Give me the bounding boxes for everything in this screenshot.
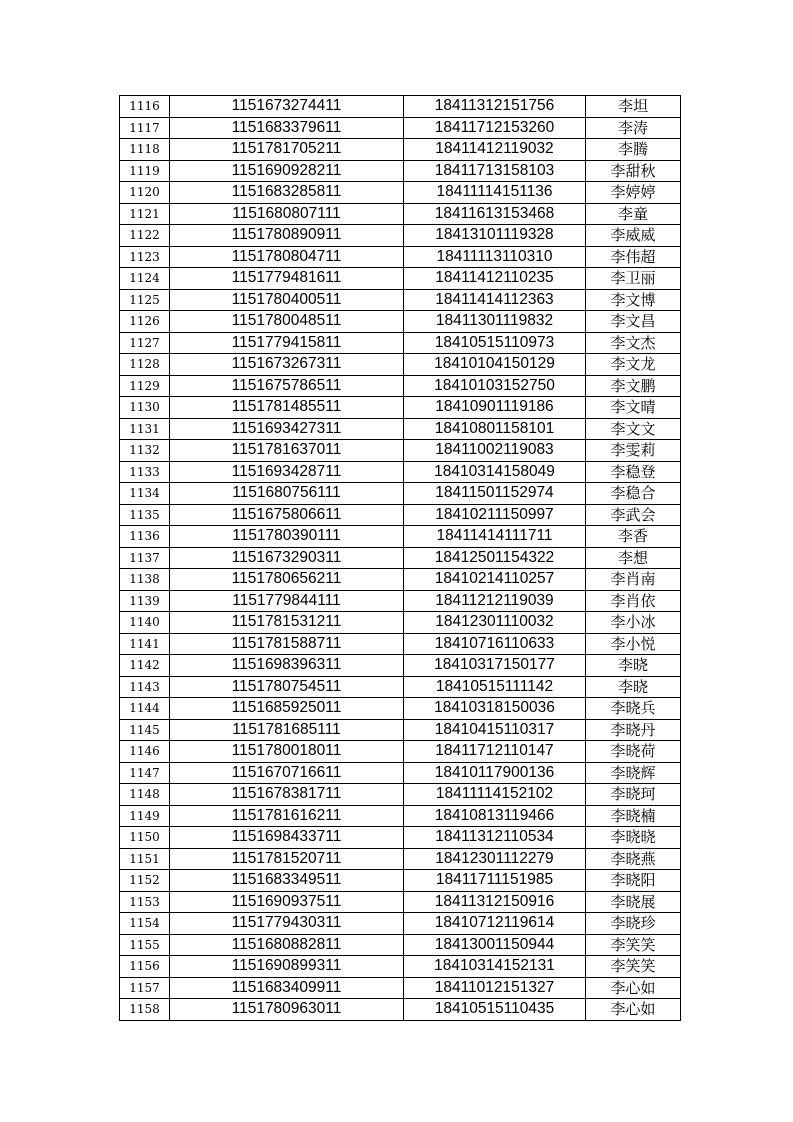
student-name-cell: 李文昌 [586, 311, 681, 333]
registration-number-cell: 18411501152974 [404, 483, 586, 505]
row-number-cell: 1142 [120, 655, 170, 677]
exam-number-cell: 1151670716611 [170, 762, 404, 784]
student-name-cell: 李坦 [586, 96, 681, 118]
exam-number-cell: 1151781531211 [170, 612, 404, 634]
exam-number-cell: 1151779481611 [170, 268, 404, 290]
row-number-cell: 1125 [120, 289, 170, 311]
table-row [120, 461, 681, 483]
table-row [120, 741, 681, 763]
registration-number-cell: 18411002119083 [404, 440, 586, 462]
exam-number-cell: 1151779430311 [170, 913, 404, 935]
registration-number-cell: 18410317150177 [404, 655, 586, 677]
exam-number-cell: 1151690937511 [170, 891, 404, 913]
registration-number-cell: 18410901119186 [404, 397, 586, 419]
student-name-cell: 李想 [586, 547, 681, 569]
student-name-cell: 李晓辉 [586, 762, 681, 784]
student-name-cell: 李晓晓 [586, 827, 681, 849]
row-number-cell: 1132 [120, 440, 170, 462]
table-row [120, 719, 681, 741]
registration-number-cell: 18410712119614 [404, 913, 586, 935]
table-row [120, 977, 681, 999]
registration-number-cell: 18410211150997 [404, 504, 586, 526]
exam-number-cell: 1151781685111 [170, 719, 404, 741]
table-row [120, 225, 681, 247]
table-row [120, 676, 681, 698]
table-row [120, 547, 681, 569]
table-row [120, 805, 681, 827]
table-row [120, 375, 681, 397]
exam-number-cell: 1151680882811 [170, 934, 404, 956]
exam-number-cell: 1151781520711 [170, 848, 404, 870]
exam-number-cell: 1151678381711 [170, 784, 404, 806]
registration-number-cell: 18411312110534 [404, 827, 586, 849]
table-row [120, 612, 681, 634]
registration-number-cell: 18411113110310 [404, 246, 586, 268]
exam-number-cell: 1151780400511 [170, 289, 404, 311]
table-row [120, 848, 681, 870]
table-row [120, 891, 681, 913]
registration-number-cell: 18411712153260 [404, 117, 586, 139]
exam-number-cell: 1151781705211 [170, 139, 404, 161]
row-number-cell: 1126 [120, 311, 170, 333]
row-number-cell: 1135 [120, 504, 170, 526]
table-row [120, 289, 681, 311]
student-name-cell: 李笑笑 [586, 934, 681, 956]
registration-number-cell: 18410515111142 [404, 676, 586, 698]
registration-number-cell: 18411312151756 [404, 96, 586, 118]
student-name-cell: 李雯莉 [586, 440, 681, 462]
registration-number-cell: 18411613153468 [404, 203, 586, 225]
row-number-cell: 1144 [120, 698, 170, 720]
student-name-cell: 李晓展 [586, 891, 681, 913]
registration-number-cell: 18410214110257 [404, 569, 586, 591]
row-number-cell: 1118 [120, 139, 170, 161]
row-number-cell: 1138 [120, 569, 170, 591]
row-number-cell: 1139 [120, 590, 170, 612]
row-number-cell: 1155 [120, 934, 170, 956]
registration-number-cell: 18410813119466 [404, 805, 586, 827]
exam-number-cell: 1151780963011 [170, 999, 404, 1021]
student-name-cell: 李香 [586, 526, 681, 548]
registration-number-cell: 18411212119039 [404, 590, 586, 612]
registration-number-cell: 18410515110435 [404, 999, 586, 1021]
exam-number-cell: 1151690928211 [170, 160, 404, 182]
row-number-cell: 1131 [120, 418, 170, 440]
table-row [120, 96, 681, 118]
table-row [120, 354, 681, 376]
registration-number-cell: 18411312150916 [404, 891, 586, 913]
table-row [120, 870, 681, 892]
exam-number-cell: 1151673290311 [170, 547, 404, 569]
student-name-cell: 李晓丹 [586, 719, 681, 741]
row-number-cell: 1121 [120, 203, 170, 225]
exam-number-cell: 1151780048511 [170, 311, 404, 333]
student-name-cell: 李晓兵 [586, 698, 681, 720]
exam-number-cell: 1151693427311 [170, 418, 404, 440]
table-row [120, 762, 681, 784]
roster-table-body [120, 96, 681, 1021]
table-row [120, 440, 681, 462]
table-row [120, 784, 681, 806]
exam-number-cell: 1151685925011 [170, 698, 404, 720]
student-name-cell: 李心如 [586, 977, 681, 999]
student-name-cell: 李涛 [586, 117, 681, 139]
student-name-cell: 李武会 [586, 504, 681, 526]
registration-number-cell: 18411412119032 [404, 139, 586, 161]
registration-number-cell: 18411412110235 [404, 268, 586, 290]
exam-number-cell: 1151690899311 [170, 956, 404, 978]
exam-number-cell: 1151780656211 [170, 569, 404, 591]
student-name-cell: 李稳登 [586, 461, 681, 483]
student-name-cell: 李文鹏 [586, 375, 681, 397]
row-number-cell: 1119 [120, 160, 170, 182]
registration-number-cell: 18410415110317 [404, 719, 586, 741]
row-number-cell: 1116 [120, 96, 170, 118]
student-name-cell: 李晓珂 [586, 784, 681, 806]
table-row [120, 311, 681, 333]
registration-number-cell: 18411711151985 [404, 870, 586, 892]
exam-number-cell: 1151780754511 [170, 676, 404, 698]
row-number-cell: 1145 [120, 719, 170, 741]
row-number-cell: 1158 [120, 999, 170, 1021]
student-name-cell: 李稳合 [586, 483, 681, 505]
student-name-cell: 李笑笑 [586, 956, 681, 978]
row-number-cell: 1151 [120, 848, 170, 870]
row-number-cell: 1148 [120, 784, 170, 806]
student-name-cell: 李文晴 [586, 397, 681, 419]
table-row [120, 483, 681, 505]
student-name-cell: 李威威 [586, 225, 681, 247]
table-row [120, 418, 681, 440]
exam-number-cell: 1151673274411 [170, 96, 404, 118]
student-name-cell: 李文杰 [586, 332, 681, 354]
registration-number-cell: 18410515110973 [404, 332, 586, 354]
exam-number-cell: 1151781485511 [170, 397, 404, 419]
registration-number-cell: 18410314152131 [404, 956, 586, 978]
table-row [120, 160, 681, 182]
registration-number-cell: 18413001150944 [404, 934, 586, 956]
table-row [120, 827, 681, 849]
table-row [120, 934, 681, 956]
exam-number-cell: 1151779415811 [170, 332, 404, 354]
table-row [120, 246, 681, 268]
student-name-cell: 李伟超 [586, 246, 681, 268]
exam-number-cell: 1151780890911 [170, 225, 404, 247]
row-number-cell: 1146 [120, 741, 170, 763]
registration-number-cell: 18411713158103 [404, 160, 586, 182]
exam-number-cell: 1151780804711 [170, 246, 404, 268]
exam-number-cell: 1151673267311 [170, 354, 404, 376]
exam-number-cell: 1151683349511 [170, 870, 404, 892]
exam-number-cell: 1151683285811 [170, 182, 404, 204]
row-number-cell: 1124 [120, 268, 170, 290]
exam-number-cell: 1151675806611 [170, 504, 404, 526]
student-name-cell: 李晓 [586, 676, 681, 698]
table-row [120, 999, 681, 1021]
exam-number-cell: 1151781616211 [170, 805, 404, 827]
exam-number-cell: 1151683379611 [170, 117, 404, 139]
table-row [120, 332, 681, 354]
table-row [120, 698, 681, 720]
registration-number-cell: 18411414111711 [404, 526, 586, 548]
row-number-cell: 1153 [120, 891, 170, 913]
student-name-cell: 李小冰 [586, 612, 681, 634]
student-name-cell: 李心如 [586, 999, 681, 1021]
row-number-cell: 1134 [120, 483, 170, 505]
row-number-cell: 1150 [120, 827, 170, 849]
row-number-cell: 1143 [120, 676, 170, 698]
registration-number-cell: 18411114151136 [404, 182, 586, 204]
registration-number-cell: 18411114152102 [404, 784, 586, 806]
exam-number-cell: 1151680756111 [170, 483, 404, 505]
student-name-cell: 李童 [586, 203, 681, 225]
registration-number-cell: 18411414112363 [404, 289, 586, 311]
registration-number-cell: 18412301110032 [404, 612, 586, 634]
student-name-cell: 李婷婷 [586, 182, 681, 204]
exam-number-cell: 1151680807111 [170, 203, 404, 225]
row-number-cell: 1123 [120, 246, 170, 268]
table-row [120, 956, 681, 978]
registration-number-cell: 18412301112279 [404, 848, 586, 870]
row-number-cell: 1130 [120, 397, 170, 419]
table-row [120, 117, 681, 139]
exam-number-cell: 1151683409911 [170, 977, 404, 999]
student-name-cell: 李晓燕 [586, 848, 681, 870]
exam-number-cell: 1151780018011 [170, 741, 404, 763]
registration-number-cell: 18411012151327 [404, 977, 586, 999]
exam-number-cell: 1151698433711 [170, 827, 404, 849]
exam-number-cell: 1151693428711 [170, 461, 404, 483]
exam-number-cell: 1151780390111 [170, 526, 404, 548]
registration-number-cell: 18410104150129 [404, 354, 586, 376]
table-row [120, 139, 681, 161]
exam-number-cell: 1151781588711 [170, 633, 404, 655]
registration-number-cell: 18412501154322 [404, 547, 586, 569]
registration-number-cell: 18413101119328 [404, 225, 586, 247]
row-number-cell: 1141 [120, 633, 170, 655]
roster-table [119, 95, 681, 1021]
table-row [120, 526, 681, 548]
student-name-cell: 李文龙 [586, 354, 681, 376]
exam-number-cell: 1151779844111 [170, 590, 404, 612]
student-name-cell: 李文博 [586, 289, 681, 311]
row-number-cell: 1154 [120, 913, 170, 935]
table-row [120, 633, 681, 655]
student-name-cell: 李文文 [586, 418, 681, 440]
row-number-cell: 1157 [120, 977, 170, 999]
table-row [120, 590, 681, 612]
row-number-cell: 1140 [120, 612, 170, 634]
row-number-cell: 1133 [120, 461, 170, 483]
row-number-cell: 1129 [120, 375, 170, 397]
row-number-cell: 1152 [120, 870, 170, 892]
table-row [120, 913, 681, 935]
registration-number-cell: 18410318150036 [404, 698, 586, 720]
row-number-cell: 1149 [120, 805, 170, 827]
registration-number-cell: 18410314158049 [404, 461, 586, 483]
student-name-cell: 李小悦 [586, 633, 681, 655]
registration-number-cell: 18410103152750 [404, 375, 586, 397]
table-row [120, 268, 681, 290]
row-number-cell: 1127 [120, 332, 170, 354]
exam-number-cell: 1151698396311 [170, 655, 404, 677]
exam-number-cell: 1151675786511 [170, 375, 404, 397]
row-number-cell: 1122 [120, 225, 170, 247]
registration-number-cell: 18410716110633 [404, 633, 586, 655]
row-number-cell: 1117 [120, 117, 170, 139]
row-number-cell: 1156 [120, 956, 170, 978]
table-row [120, 504, 681, 526]
row-number-cell: 1128 [120, 354, 170, 376]
table-row [120, 569, 681, 591]
registration-number-cell: 18411301119832 [404, 311, 586, 333]
row-number-cell: 1137 [120, 547, 170, 569]
table-row [120, 655, 681, 677]
student-name-cell: 李晓荷 [586, 741, 681, 763]
student-name-cell: 李肖依 [586, 590, 681, 612]
student-name-cell: 李肖南 [586, 569, 681, 591]
row-number-cell: 1120 [120, 182, 170, 204]
registration-number-cell: 18410801158101 [404, 418, 586, 440]
registration-number-cell: 18411712110147 [404, 741, 586, 763]
exam-number-cell: 1151781637011 [170, 440, 404, 462]
student-name-cell: 李晓楠 [586, 805, 681, 827]
student-name-cell: 李晓阳 [586, 870, 681, 892]
student-name-cell: 李卫丽 [586, 268, 681, 290]
table-row [120, 397, 681, 419]
registration-number-cell: 18410117900136 [404, 762, 586, 784]
student-name-cell: 李晓珍 [586, 913, 681, 935]
student-name-cell: 李腾 [586, 139, 681, 161]
row-number-cell: 1136 [120, 526, 170, 548]
table-row [120, 182, 681, 204]
student-name-cell: 李甜秋 [586, 160, 681, 182]
row-number-cell: 1147 [120, 762, 170, 784]
student-name-cell: 李晓 [586, 655, 681, 677]
table-row [120, 203, 681, 225]
